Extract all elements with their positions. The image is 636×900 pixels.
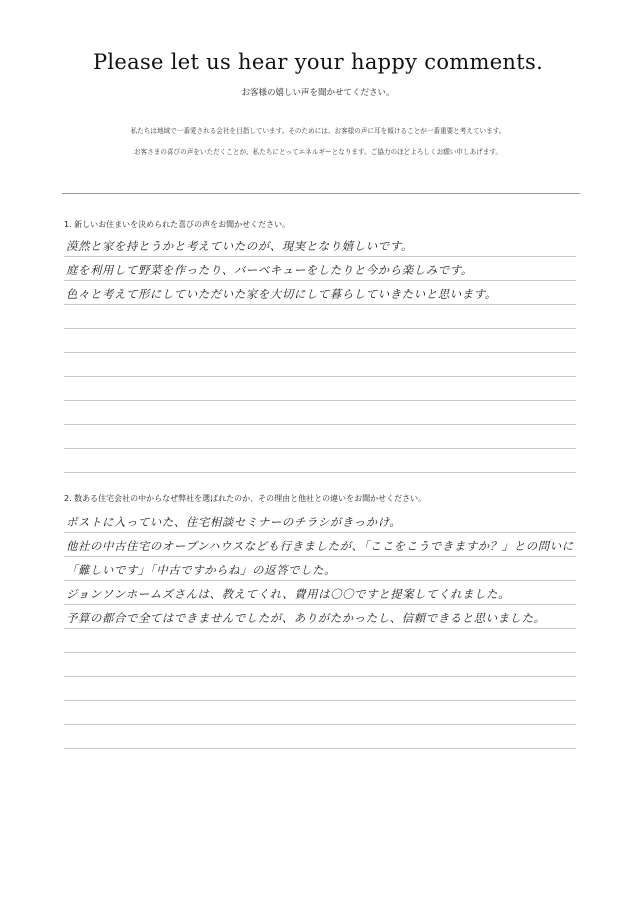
answer-2-line-1: ポストに入っていた、住宅相談セミナーのチラシがきっかけ。 <box>66 515 402 529</box>
writing-line <box>64 580 576 581</box>
question-2-label: 2. 数ある住宅会社の中からなぜ弊社を選ばれたのか、その理由と他社との違いをお聞かせください。 <box>64 494 427 503</box>
writing-line <box>64 424 576 425</box>
intro-text-line-2: お客さまの喜びの声をいただくことが、私たちにとってエネルギーとなります。ご協力のほどよろしくお願い申しあげます。 <box>133 148 503 156</box>
writing-line <box>64 280 576 281</box>
writing-line <box>64 448 576 449</box>
writing-line <box>64 256 576 257</box>
intro-text-line-1: 私たちは地域で一番愛される会社を目指しています。そのためには、お客様の声に耳を傾けることが一番重要と考えています。 <box>130 127 506 135</box>
writing-line <box>64 700 576 701</box>
answer-1-line-3: 色々と考えて形にしていただいた家を大切にして暮らしていきたいと思います。 <box>66 287 497 301</box>
writing-line <box>64 472 576 473</box>
answer-2-line-4: ジョンソンホームズさんは、教えてくれ、費用は〇〇ですと提案してくれました。 <box>66 587 511 601</box>
answer-2-line-3: 「難しいです」「中古ですからね」の返答でした。 <box>66 563 337 577</box>
writing-line <box>64 748 576 749</box>
writing-line <box>64 328 576 329</box>
writing-line <box>64 376 576 377</box>
answer-1-line-1: 漠然と家を持とうかと考えていたのが、現実となり嬉しいです。 <box>66 239 413 253</box>
page-title: Please let us hear your happy comments. <box>92 50 544 74</box>
writing-line <box>64 400 576 401</box>
answer-2-line-2: 他社の中古住宅のオープンハウスなども行きましたが、「ここをこうできますか？」との問いに <box>66 539 574 553</box>
writing-line <box>64 676 576 677</box>
question-1-label: 1. 新しいお住まいを決められた喜びの声をお聞かせください。 <box>64 220 291 229</box>
writing-line <box>64 724 576 725</box>
writing-line <box>64 628 576 629</box>
writing-line <box>64 652 576 653</box>
answer-2-line-5: 予算の都合で全てはできませんでしたが、ありがたかったし、信頼できると思いました。 <box>66 611 546 625</box>
answer-1-line-2: 庭を利用して野菜を作ったり、バーベキューをしたりと今から楽しみです。 <box>66 263 473 277</box>
writing-line <box>64 556 576 557</box>
writing-line <box>64 304 576 305</box>
writing-line <box>64 604 576 605</box>
header-divider <box>62 193 580 194</box>
writing-line <box>64 352 576 353</box>
writing-line <box>64 532 576 533</box>
page-subtitle: お客様の嬉しい声を聞かせてください。 <box>241 88 395 98</box>
